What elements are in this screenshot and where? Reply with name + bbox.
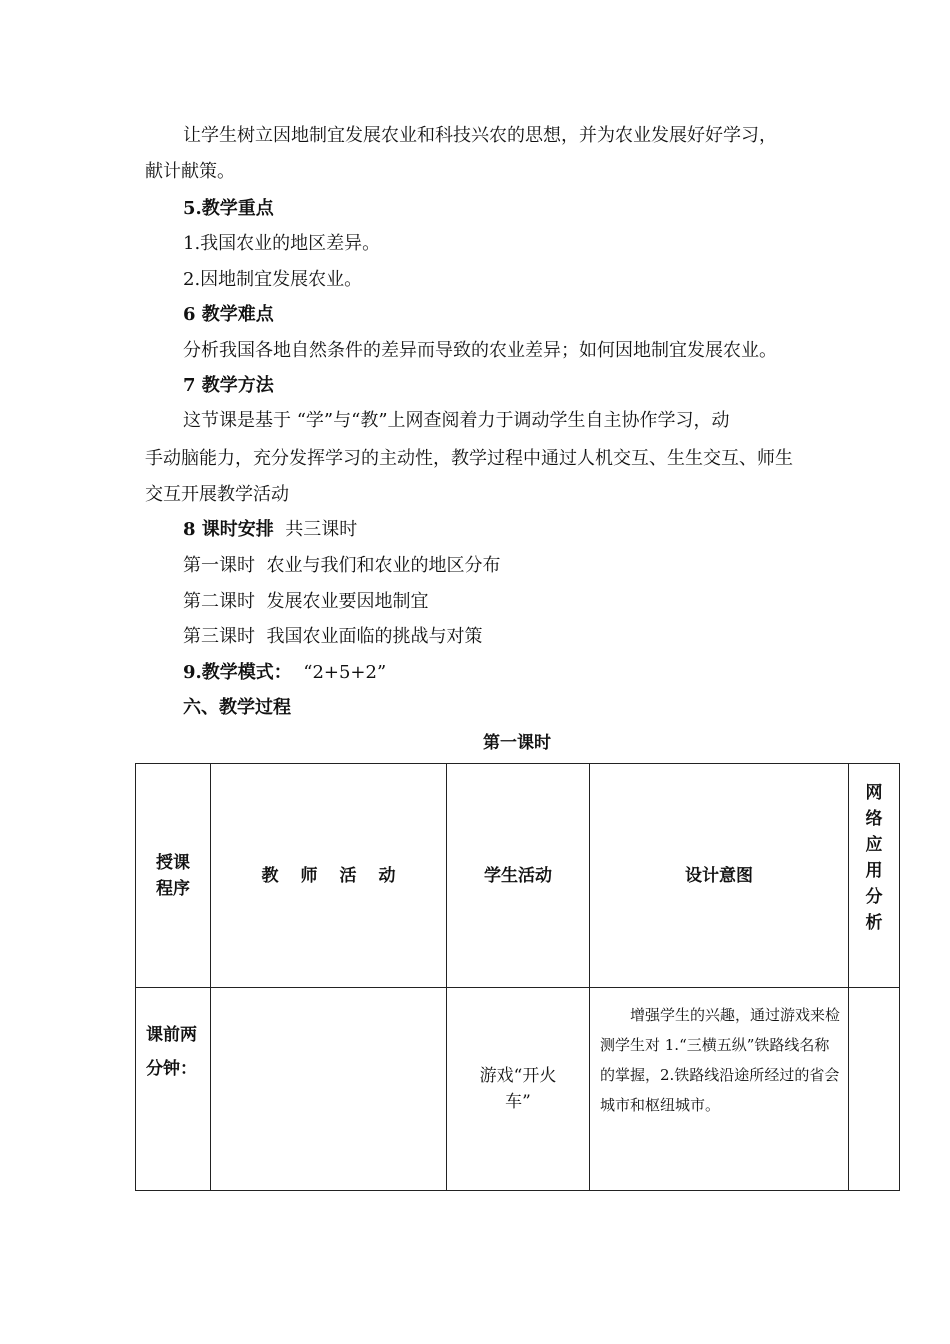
method-heading: 7 教学方法 [183, 375, 274, 396]
header-network [849, 764, 900, 988]
header-sequence-label: 授课程序 [156, 852, 190, 899]
focus-item-2: 2.因地制宜发展农业。 [183, 269, 363, 290]
schedule-line [183, 518, 357, 542]
difficulty-text: 分析我国各地自然条件的差异而导致的农业差异；如何因地制宜发展农业。 [183, 340, 777, 361]
method-line-3: 交互开展教学活动 [145, 484, 289, 505]
row-design: 增强学生的兴趣，通过游戏来检测学生对 1.“三横五纵”铁路线名称的掌握，2.铁路线沿途所经过的省会城市和枢纽城市。 [590, 988, 849, 1191]
focus-heading: 5.教学重点 [183, 198, 274, 219]
difficulty-heading: 6 教学难点 [183, 304, 274, 325]
mode-value: “2+5+2” [291, 662, 387, 683]
goal-line-1: 让学生树立因地制宜发展农业和科技兴农的思想，并为农业发展好好学习， [183, 125, 777, 146]
method-line-2: 手动脑能力，充分发挥学习的主动性，教学过程中通过人机交互、生生交互、师生 [145, 448, 793, 469]
row-network [849, 988, 900, 1191]
header-student-label: 学生活动 [484, 865, 552, 886]
lesson-table [135, 763, 900, 1191]
mode-heading: 9.教学模式： [183, 662, 292, 683]
table-row [136, 988, 900, 1191]
focus-item-1: 1.我国农业的地区差异。 [183, 233, 381, 254]
row-sequence [136, 988, 211, 1191]
header-design-label: 设计意图 [685, 865, 753, 886]
lesson-3: 第三课时 我国农业面临的挑战与对策 [183, 626, 483, 647]
lesson-2: 第二课时 发展农业要因地制宜 [183, 591, 429, 612]
row-student [447, 988, 590, 1191]
goal-line-2: 献计献策。 [145, 161, 235, 182]
header-teacher-label: 教师活动 [261, 865, 418, 886]
header-student [447, 764, 590, 988]
lesson-1: 第一课时 农业与我们和农业的地区分布 [183, 555, 501, 576]
row-student-label: 游戏“开火车” [479, 1066, 557, 1112]
header-sequence [136, 764, 211, 988]
process-heading: 六、教学过程 [183, 697, 291, 718]
schedule-total: 共三课时 [273, 519, 358, 540]
row-sequence-label: 课前两分钟： [146, 1025, 197, 1079]
mode-line [183, 661, 386, 685]
header-teacher [211, 764, 447, 988]
schedule-heading: 8 课时安排 [183, 519, 274, 540]
method-line-1: 这节课是基于 “学”与“教”上网查阅着力于调动学生自主协作学习，动 [183, 410, 730, 431]
header-design [590, 764, 849, 988]
table-header-row [136, 764, 900, 988]
table-caption: 第一课时 [483, 733, 551, 753]
header-network-label: 网络应用分析 [865, 783, 883, 933]
row-teacher [211, 988, 447, 1191]
